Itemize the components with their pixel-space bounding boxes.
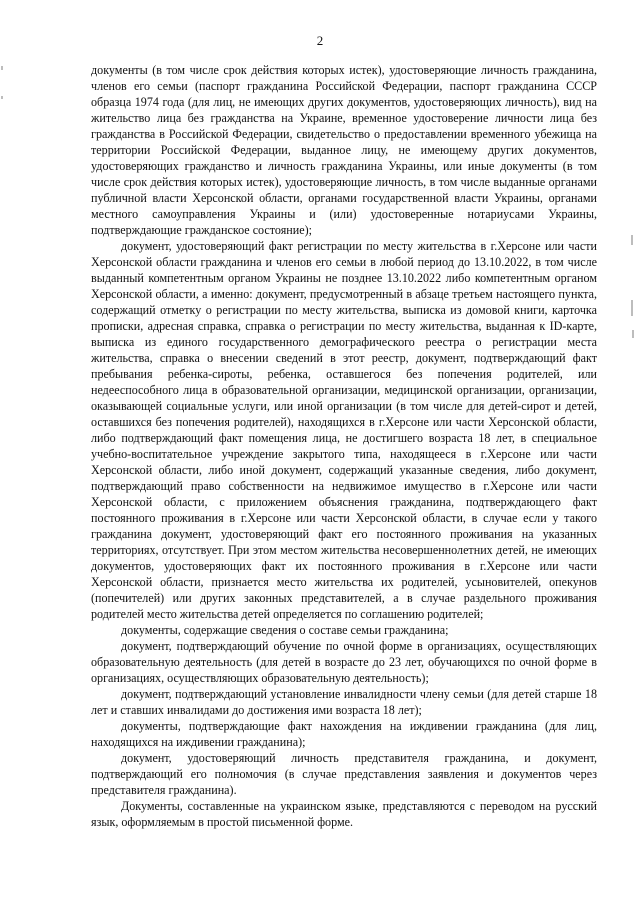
paragraph-disability: документ, подтверждающий установление инвалидности члену семьи (для детей старше 18 лет и ставших инвалидами до достижения ими возраста 18 лет); — [91, 687, 597, 717]
paragraph-registration-document: документ, удостоверяющий факт регистрации по месту жительства в г.Херсоне или части Херсонской области гражданина и членов его семьи в любой период до 13.10.2022, в том числе выданный компетентным органом Украины не позднее 13.10.2022 либо компетентным органом Херсонской области, а именно: документ, предусмотренный в абзаце третьем настоящего пункта, содержащий отметку о регистрации по месту жительства, выписка из домовой книги, карточка прописки, адресная справка, справка о регистрации по месту жительства, выданная к ID-карте, выписка из единого государственного демографического реестра о регистрации места жительства, справка о внесении сведений в этот реестр, документ, подтверждающий факт пребывания ребенка-сироты, ребенка, оставшегося без попечения родителей, или недееспособного лица в образовательной организации, медицинской организации, организации, оказывающей социальные услуги, или иной организации (в том числе для детей-сирот и детей, оставшихся без попечения родителей), находящихся в г.Херсоне или части Херсонской области, либо подтверждающий факт помещения лица, не достигшего возраста 18 лет, в специальное учебно-воспитательное учреждение закрытого типа, находящееся в г.Херсоне или части Херсонской области, либо иной документ, содержащий указанные сведения, либо документ, подтверждающий право собственности на недвижимое имущество в г.Херсоне или части Херсонской области, с приложением объяснения гражданина, подтверждающего факт постоянного проживания в г.Херсоне или части Херсонской области, в случае если у такого гражданина документ, удостоверяющий факт его постоянного проживания на указанных территориях, отсутствует. При этом местом жительства несовершеннолетних детей, не имеющих документов, удостоверяющих факт их постоянного проживания в г.Херсоне или части Херсонской области, признается место жительства их родителей, усыновителей, опекунов (попечителей) или других законных представителей, а в случае раздельного проживания родителей место жительства детей определяется по соглашению родителей; — [91, 239, 597, 621]
paragraph-dependency: документы, подтверждающие факт нахождения на иждивении гражданина (для лиц, находящихся на иждивении гражданина); — [91, 719, 597, 749]
scan-margin-mark — [632, 330, 634, 338]
page-number: 2 — [316, 33, 324, 48]
paragraph-full-time-education: документ, подтверждающий обучение по очной форме в организациях, осуществляющих образовательную деятельность (для детей в возрасте до 23 лет, обучающихся по очной форме в организациях, осуществляющих образовательную деятельность); — [91, 639, 597, 685]
document-body — [91, 62, 597, 830]
scan-margin-mark — [631, 300, 633, 316]
scan-margin-mark — [1, 66, 3, 70]
paragraph-family-composition: документы, содержащие сведения о составе семьи гражданина; — [121, 623, 449, 637]
scan-margin-mark — [631, 235, 633, 245]
scan-margin-mark — [1, 96, 3, 99]
paragraph-identity-documents: документы (в том числе срок действия которых истек), удостоверяющие личность гражданина, членов его семьи (паспорт гражданина Российской Федерации, паспорт гражданина СССР образца 1974 года (для лиц, не имеющих других документов, удостоверяющих личность), вид на жительство лица без гражданства на Украине, временное удостоверение личности лица без гражданства в Российской Федерации, свидетельство о предоставлении временного убежища на территории Российской Федерации, выданное лицу, не имеющему других документов, удостоверяющих гражданство и личность гражданина Украины, или иные документы (в том числе срок действия которых истек), удостоверяющие личность, в том числе выданные органами публичной власти Херсонской области, органами государственной власти Украины, органами местного самоуправления Украины и (или) удостоверенные нотариусами Украины, подтверждающие гражданское состояние); — [91, 63, 597, 237]
paragraph-translation: Документы, составленные на украинском языке, представляются с переводом на русский язык, оформляемым в простой письменной форме. — [91, 799, 597, 829]
paragraph-representative: документ, удостоверяющий личность представителя гражданина, и документ, подтверждающий его полномочия (в случае представления заявления и документов через представителя гражданина). — [91, 751, 597, 797]
